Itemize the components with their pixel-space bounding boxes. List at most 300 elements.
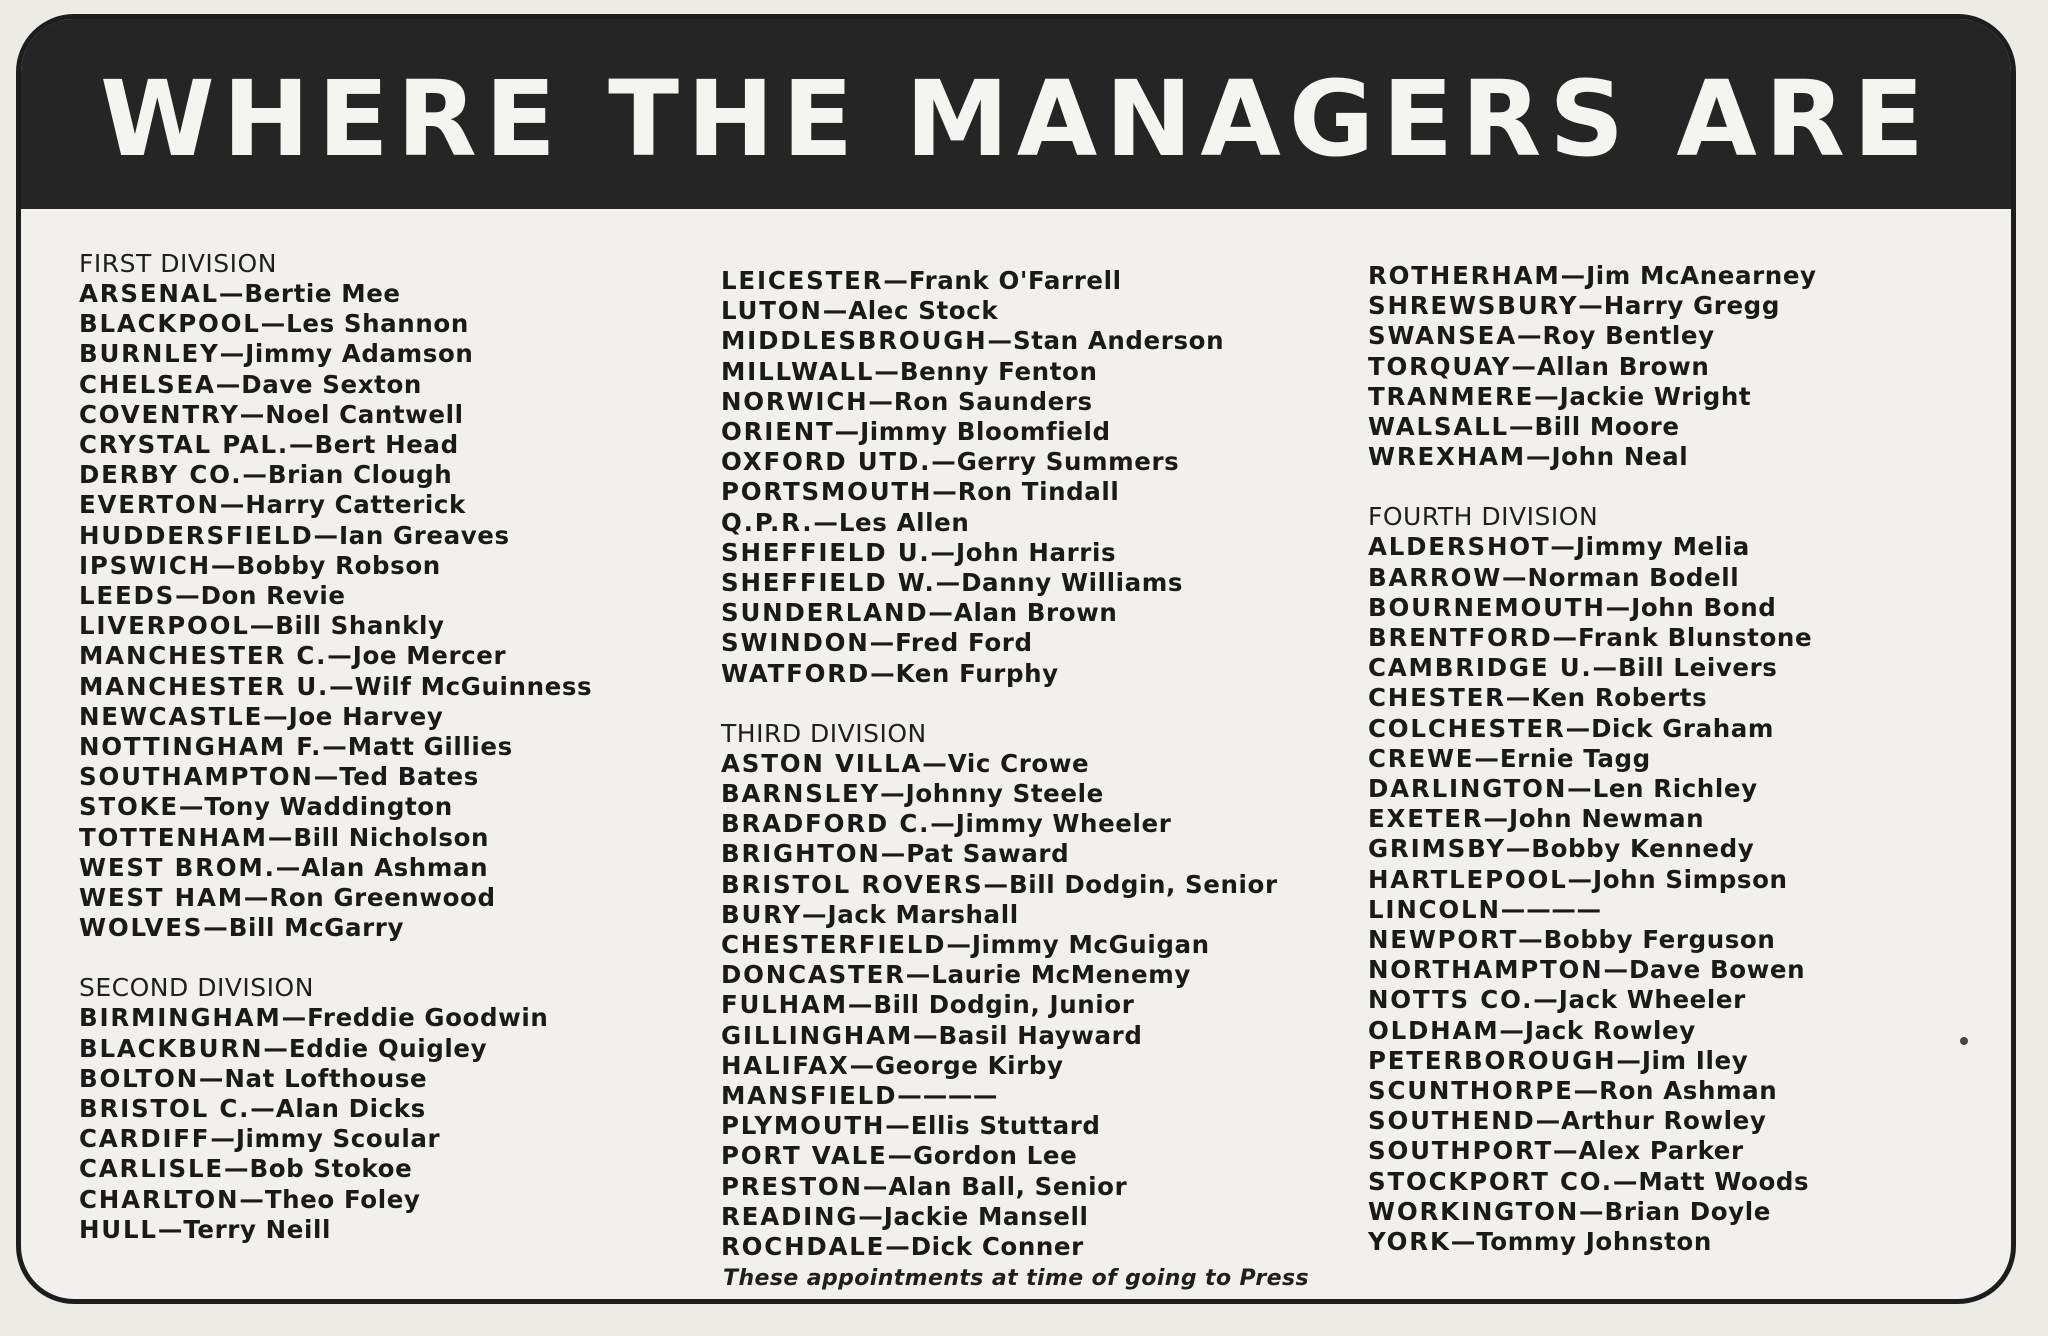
manager-name: Tony Waddington xyxy=(204,792,453,822)
manager-name: Matt Woods xyxy=(1638,1166,1810,1196)
club-manager-entry xyxy=(1368,774,1817,804)
club-name: DARLINGTON xyxy=(1368,774,1568,804)
club-name: CHESTER xyxy=(1368,683,1506,713)
manager-name: Gerry Summers xyxy=(956,447,1180,477)
second-division-list-part-2 xyxy=(721,266,1278,689)
em-dash-separator: — xyxy=(223,1154,250,1184)
em-dash-separator: — xyxy=(880,839,907,869)
club-name: COLCHESTER xyxy=(1368,713,1566,743)
em-dash-separator: — xyxy=(1565,713,1592,743)
club-manager-entry xyxy=(1368,593,1817,623)
club-name: BOURNEMOUTH xyxy=(1368,592,1606,622)
club-manager-entry xyxy=(79,339,592,369)
club-manager-entry xyxy=(721,659,1278,689)
club-name: NOTTS CO. xyxy=(1368,985,1534,1015)
manager-name: Bobby Kennedy xyxy=(1531,834,1755,864)
club-name: ROCHDALE xyxy=(721,1232,886,1262)
em-dash-separator: — xyxy=(931,447,957,477)
manager-name: Stan Anderson xyxy=(1012,326,1225,356)
manager-name: John Simpson xyxy=(1593,864,1788,894)
em-dash-separator: — xyxy=(1578,291,1604,321)
manager-name: Len Richley xyxy=(1592,774,1758,804)
manager-name: Bob Stokoe xyxy=(249,1154,413,1184)
managers-panel xyxy=(16,14,2016,1304)
title-banner xyxy=(21,19,2011,209)
club-name: WEST BROM. xyxy=(79,852,276,882)
club-manager-entry xyxy=(1368,291,1817,321)
club-manager-entry xyxy=(721,1051,1278,1081)
club-manager-entry xyxy=(79,430,592,460)
club-manager-entry xyxy=(1368,895,1817,925)
club-manager-entry xyxy=(721,387,1278,417)
club-manager-entry xyxy=(721,809,1278,839)
club-manager-entry xyxy=(1368,442,1817,472)
club-manager-entry xyxy=(79,460,592,490)
em-dash-separator: — xyxy=(802,899,828,929)
club-manager-entry xyxy=(79,611,592,641)
manager-name: Dick Graham xyxy=(1591,713,1775,743)
em-dash-separator: — xyxy=(249,611,276,641)
manager-name: John Harris xyxy=(956,537,1117,567)
em-dash-separator: — xyxy=(263,701,289,731)
third-division-list-part-2 xyxy=(1368,261,1817,472)
manager-name: Alan Ball, Senior xyxy=(888,1171,1128,1201)
club-name: FULHAM xyxy=(721,990,848,1020)
club-manager-entry xyxy=(79,400,592,430)
em-dash-separator: — xyxy=(250,1094,276,1124)
club-name: HARTLEPOOL xyxy=(1368,864,1568,894)
em-dash-separator: — xyxy=(1511,351,1537,381)
club-name: CAMBRIDGE U. xyxy=(1368,653,1593,683)
club-manager-entry xyxy=(721,839,1278,869)
club-name: SHEFFIELD U. xyxy=(721,537,931,567)
club-name: COVENTRY xyxy=(79,399,240,429)
club-name: BARROW xyxy=(1368,562,1503,592)
em-dash-separator: — xyxy=(987,326,1013,356)
manager-name: Jackie Wright xyxy=(1559,381,1752,411)
club-manager-entry xyxy=(79,913,592,943)
em-dash-separator: — xyxy=(1605,592,1632,622)
club-manager-entry xyxy=(721,1232,1278,1262)
club-name: BRENTFORD xyxy=(1368,623,1553,653)
club-manager-entry xyxy=(721,447,1278,477)
manager-name: Bobby Robson xyxy=(236,550,441,580)
club-manager-entry xyxy=(1368,683,1817,713)
manager-name: Alan Brown xyxy=(953,598,1118,628)
club-name: CARLISLE xyxy=(79,1154,224,1184)
club-name: PRESTON xyxy=(721,1171,863,1201)
club-name: WEST HAM xyxy=(79,883,244,913)
manager-name: Bertie Mee xyxy=(244,279,401,308)
manager-name: ——— xyxy=(922,1081,999,1111)
club-name: MANCHESTER C. xyxy=(79,641,328,671)
manager-name: Ron Saunders xyxy=(893,386,1093,416)
club-name: BLACKBURN xyxy=(79,1033,264,1063)
club-name: Q.P.R. xyxy=(721,507,814,537)
em-dash-separator: — xyxy=(210,550,237,580)
em-dash-separator: — xyxy=(239,1184,265,1214)
manager-name: ——— xyxy=(1526,894,1602,924)
em-dash-separator: — xyxy=(313,762,340,792)
manager-name: Bobby Ferguson xyxy=(1543,925,1776,955)
em-dash-separator: — xyxy=(1534,381,1560,411)
club-manager-entry xyxy=(79,702,592,732)
club-name: ALDERSHOT xyxy=(1368,532,1551,562)
club-name: BRISTOL ROVERS xyxy=(721,869,984,899)
club-manager-entry xyxy=(721,266,1278,296)
em-dash-separator: — xyxy=(822,296,849,326)
em-dash-separator: — xyxy=(263,1033,289,1063)
division-heading: FIRST DIVISION xyxy=(79,249,277,278)
em-dash-separator: — xyxy=(983,869,1009,899)
club-manager-entry xyxy=(1368,623,1817,653)
manager-name: Alan Ashman xyxy=(301,852,489,882)
fourth-division-list xyxy=(1368,532,1817,1257)
second-division xyxy=(79,973,592,1245)
manager-name: Bill Dodgin, Junior xyxy=(873,990,1135,1020)
club-name: SUNDERLAND xyxy=(721,598,929,628)
em-dash-separator: — xyxy=(928,598,954,628)
club-name: TOTTENHAM xyxy=(79,822,268,852)
manager-name: Jim Iley xyxy=(1641,1045,1749,1075)
manager-name: Bill Shankly xyxy=(275,611,445,641)
club-manager-entry xyxy=(721,749,1278,779)
club-manager-entry xyxy=(721,296,1278,326)
manager-name: Bill Moore xyxy=(1534,412,1680,442)
club-manager-entry xyxy=(721,628,1278,658)
em-dash-separator: — xyxy=(913,1020,939,1050)
club-manager-entry xyxy=(1368,532,1817,562)
column-2 xyxy=(721,266,1278,1292)
club-name: BLACKPOOL xyxy=(79,309,261,339)
em-dash-separator: — xyxy=(198,1063,225,1093)
club-name: WATFORD xyxy=(721,658,871,688)
third-division xyxy=(721,719,1278,1262)
club-name: ROTHERHAM xyxy=(1368,261,1561,290)
club-manager-entry xyxy=(79,853,592,883)
em-dash-separator: — xyxy=(1567,864,1594,894)
em-dash-separator: — xyxy=(1499,1015,1525,1045)
em-dash-separator: — xyxy=(239,399,266,429)
club-name: SOUTHPORT xyxy=(1368,1136,1554,1166)
manager-name: Pat Saward xyxy=(906,839,1070,869)
club-manager-entry xyxy=(79,883,592,913)
manager-name: Frank O'Farrell xyxy=(908,266,1122,295)
club-manager-entry xyxy=(1368,714,1817,744)
club-name: BRISTOL C. xyxy=(79,1094,251,1124)
manager-name: Les Shannon xyxy=(286,309,469,339)
club-name: NORTHAMPTON xyxy=(1368,955,1604,985)
manager-name: Terry Neill xyxy=(183,1214,331,1244)
club-name: SHREWSBURY xyxy=(1368,291,1579,321)
club-name: OLDHAM xyxy=(1368,1015,1500,1045)
club-manager-entry xyxy=(721,1172,1278,1202)
manager-name: Allan Brown xyxy=(1536,351,1710,381)
em-dash-separator: — xyxy=(289,430,315,460)
club-name: STOKE xyxy=(79,792,179,822)
manager-name: Ernie Tagg xyxy=(1499,743,1651,773)
second-division-list-part-1 xyxy=(79,1003,592,1245)
club-manager-entry xyxy=(1368,321,1817,351)
club-name: NEWCASTLE xyxy=(79,701,264,731)
manager-name: Bert Head xyxy=(314,430,459,460)
manager-name: Alex Parker xyxy=(1578,1136,1744,1166)
em-dash-separator: — xyxy=(215,369,242,399)
club-name: SWANSEA xyxy=(1368,321,1517,351)
club-name: CARDIFF xyxy=(79,1124,211,1154)
manager-name: Les Allen xyxy=(838,507,970,537)
em-dash-separator: — xyxy=(834,417,861,447)
manager-name: Don Revie xyxy=(200,581,346,611)
club-name: LEICESTER xyxy=(721,266,884,295)
manager-name: Matt Gillies xyxy=(347,732,513,762)
em-dash-separator: — xyxy=(862,1171,889,1201)
manager-name: Ken Roberts xyxy=(1531,683,1708,713)
em-dash-separator: — xyxy=(1533,985,1559,1015)
manager-name: Basil Hayward xyxy=(938,1020,1143,1050)
manager-name: Gordon Lee xyxy=(913,1141,1078,1171)
club-manager-entry xyxy=(721,538,1278,568)
club-manager-entry xyxy=(1368,1136,1817,1166)
club-name: WOLVES xyxy=(79,913,204,943)
club-manager-entry xyxy=(79,309,592,339)
column-1 xyxy=(79,249,592,1275)
manager-name: Alan Dicks xyxy=(275,1094,426,1124)
club-name: BURNLEY xyxy=(79,339,220,369)
manager-name: Nat Lofthouse xyxy=(224,1063,428,1093)
club-manager-entry xyxy=(721,779,1278,809)
division-heading: SECOND DIVISION xyxy=(79,973,314,1003)
club-manager-entry xyxy=(1368,412,1817,442)
manager-name: Harry Gregg xyxy=(1603,291,1780,321)
club-name: SHEFFIELD W. xyxy=(721,568,936,598)
manager-name: Jimmy Wheeler xyxy=(955,809,1172,839)
first-division xyxy=(79,249,592,943)
club-manager-entry xyxy=(721,1081,1278,1111)
club-manager-entry xyxy=(79,823,592,853)
club-manager-entry xyxy=(1368,1076,1817,1106)
club-name: YORK xyxy=(1368,1227,1451,1257)
club-manager-entry xyxy=(721,990,1278,1020)
club-name: BARNSLEY xyxy=(721,779,881,809)
club-manager-entry xyxy=(1368,804,1817,834)
manager-name: Jimmy Melia xyxy=(1575,532,1750,562)
club-manager-entry xyxy=(79,1154,592,1184)
em-dash-separator: — xyxy=(887,1141,914,1171)
club-manager-entry xyxy=(721,930,1278,960)
club-name: LEEDS xyxy=(79,581,176,611)
em-dash-separator: — xyxy=(267,822,294,852)
manager-name: Bill Nicholson xyxy=(293,822,490,852)
club-name: CHESTERFIELD xyxy=(721,930,947,960)
manager-name: Ron Ashman xyxy=(1599,1076,1778,1106)
club-name: ASTON VILLA xyxy=(721,748,923,778)
em-dash-separator: — xyxy=(1508,412,1535,442)
column-3 xyxy=(1368,261,1817,1287)
club-manager-entry xyxy=(1368,563,1817,593)
em-dash-separator: — xyxy=(313,520,339,550)
manager-name: Tommy Johnston xyxy=(1476,1227,1712,1257)
em-dash-separator: — xyxy=(930,809,956,839)
em-dash-separator: — xyxy=(930,537,956,567)
em-dash-separator: — xyxy=(260,309,287,339)
manager-name: Benny Fenton xyxy=(899,356,1098,386)
em-dash-separator: — xyxy=(813,507,839,537)
club-name: MIDDLESBROUGH xyxy=(721,326,988,356)
club-name: ORIENT xyxy=(721,417,835,447)
club-manager-entry xyxy=(79,1003,592,1033)
club-name: ARSENAL xyxy=(79,279,219,308)
manager-name: Ellis Stuttard xyxy=(910,1111,1101,1141)
club-name: CREWE xyxy=(1368,743,1475,773)
manager-name: Dick Conner xyxy=(910,1232,1084,1262)
fourth-division xyxy=(1368,502,1817,1257)
club-manager-entry xyxy=(721,1202,1278,1232)
club-manager-entry xyxy=(79,1185,592,1215)
club-name: NORWICH xyxy=(721,386,869,416)
club-name: PETERBOROUGH xyxy=(1368,1045,1617,1075)
footer-note: These appointments at time of going to Press xyxy=(723,1266,1309,1291)
em-dash-separator: — xyxy=(1603,955,1629,985)
club-manager-entry xyxy=(79,551,592,581)
club-name: TORQUAY xyxy=(1368,351,1512,381)
manager-name: John Neal xyxy=(1551,442,1689,472)
em-dash-separator: — xyxy=(281,1003,308,1033)
em-dash-separator: — xyxy=(219,490,246,520)
club-manager-entry xyxy=(79,521,592,551)
third-division-list-part-1 xyxy=(721,749,1278,1262)
manager-name: Brian Doyle xyxy=(1604,1196,1771,1226)
club-manager-entry xyxy=(1368,865,1817,895)
club-name: NOTTINGHAM F. xyxy=(79,732,323,762)
em-dash-separator: — xyxy=(946,930,972,960)
club-name: BOLTON xyxy=(79,1063,199,1093)
manager-name: Bill Dodgin, Senior xyxy=(1008,869,1278,899)
club-manager-entry xyxy=(79,672,592,702)
em-dash-separator: — xyxy=(1474,743,1500,773)
manager-name: John Newman xyxy=(1508,804,1705,834)
club-name: SOUTHEND xyxy=(1368,1106,1536,1136)
manager-name: Freddie Goodwin xyxy=(307,1003,549,1033)
club-name: WORKINGTON xyxy=(1368,1196,1580,1226)
club-name: DONCASTER xyxy=(721,960,906,990)
club-name: LINCOLN xyxy=(1368,894,1501,924)
second-division-continued xyxy=(721,266,1278,689)
club-manager-entry xyxy=(1368,1046,1817,1076)
em-dash-separator: — xyxy=(275,852,302,882)
em-dash-separator: — xyxy=(883,266,909,295)
em-dash-separator: — xyxy=(1505,683,1532,713)
club-manager-entry xyxy=(721,1111,1278,1141)
club-manager-entry xyxy=(1368,352,1817,382)
em-dash-separator: — xyxy=(1505,834,1532,864)
manager-name: John Bond xyxy=(1631,592,1777,622)
em-dash-separator: — xyxy=(870,658,896,688)
em-dash-separator: — xyxy=(218,279,245,308)
first-division-list xyxy=(79,279,592,943)
club-manager-entry xyxy=(721,598,1278,628)
em-dash-separator: — xyxy=(935,568,962,598)
em-dash-separator: — xyxy=(897,1081,923,1111)
em-dash-separator: — xyxy=(1579,1196,1605,1226)
em-dash-separator: — xyxy=(922,748,948,778)
manager-name: Jackie Mansell xyxy=(883,1201,1089,1231)
club-name: GRIMSBY xyxy=(1368,834,1506,864)
club-name: MILLWALL xyxy=(721,356,875,386)
club-manager-entry xyxy=(79,1215,592,1245)
club-name: LUTON xyxy=(721,296,823,326)
manager-name: Joe Mercer xyxy=(352,641,507,671)
club-manager-entry xyxy=(1368,261,1817,291)
manager-name: Fred Ford xyxy=(895,628,1033,658)
club-manager-entry xyxy=(721,960,1278,990)
club-manager-entry xyxy=(1368,1106,1817,1136)
em-dash-separator: — xyxy=(1550,532,1576,562)
club-manager-entry xyxy=(1368,834,1817,864)
em-dash-separator: — xyxy=(1535,1106,1562,1136)
manager-name: Ted Bates xyxy=(339,762,479,792)
em-dash-separator: — xyxy=(874,356,900,386)
manager-name: Noel Cantwell xyxy=(265,399,464,429)
manager-name: Eddie Quigley xyxy=(288,1033,488,1063)
manager-name: Frank Blunstone xyxy=(1577,623,1813,653)
club-name: MANSFIELD xyxy=(721,1081,898,1111)
manager-name: Jack Rowley xyxy=(1524,1015,1696,1045)
club-name: MANCHESTER U. xyxy=(79,671,330,701)
club-manager-entry xyxy=(1368,653,1817,683)
manager-name: Alec Stock xyxy=(848,296,999,326)
club-manager-entry xyxy=(721,1141,1278,1171)
club-name: PORTSMOUTH xyxy=(721,477,933,507)
em-dash-separator: — xyxy=(1516,321,1543,351)
club-manager-entry xyxy=(1368,955,1817,985)
club-name: BRIGHTON xyxy=(721,839,881,869)
em-dash-separator: — xyxy=(869,628,896,658)
club-name: PLYMOUTH xyxy=(721,1111,886,1141)
manager-name: Theo Foley xyxy=(264,1184,421,1214)
em-dash-separator: — xyxy=(1552,623,1578,653)
division-heading: THIRD DIVISION xyxy=(721,718,927,748)
manager-name: Arthur Rowley xyxy=(1561,1106,1767,1136)
club-name: CHARLTON xyxy=(79,1184,240,1214)
club-manager-entry xyxy=(1368,744,1817,774)
club-manager-entry xyxy=(721,1021,1278,1051)
club-manager-entry xyxy=(1368,1197,1817,1227)
club-manager-entry xyxy=(79,581,592,611)
manager-name: Ron Tindall xyxy=(957,477,1120,507)
em-dash-separator: — xyxy=(1567,774,1593,804)
club-name: BURY xyxy=(721,899,803,929)
club-name: READING xyxy=(721,1201,859,1231)
club-manager-entry xyxy=(721,417,1278,447)
em-dash-separator: — xyxy=(1616,1045,1642,1075)
manager-name: Bill Leivers xyxy=(1618,653,1778,683)
manager-name: Danny Williams xyxy=(961,568,1184,598)
manager-name: George Kirby xyxy=(875,1050,1064,1080)
club-name: HUDDERSFIELD xyxy=(79,520,314,550)
manager-name: Bill McGarry xyxy=(228,913,405,943)
club-name: NEWPORT xyxy=(1368,925,1519,955)
em-dash-separator: — xyxy=(868,386,894,416)
em-dash-separator: — xyxy=(849,1050,876,1080)
club-manager-entry xyxy=(79,792,592,822)
em-dash-separator: — xyxy=(157,1214,184,1244)
club-manager-entry xyxy=(79,762,592,792)
em-dash-separator: — xyxy=(885,1111,911,1141)
manager-name: Jim McAnearney xyxy=(1586,261,1817,290)
em-dash-separator: — xyxy=(1592,653,1618,683)
manager-name: Jack Wheeler xyxy=(1558,985,1746,1015)
